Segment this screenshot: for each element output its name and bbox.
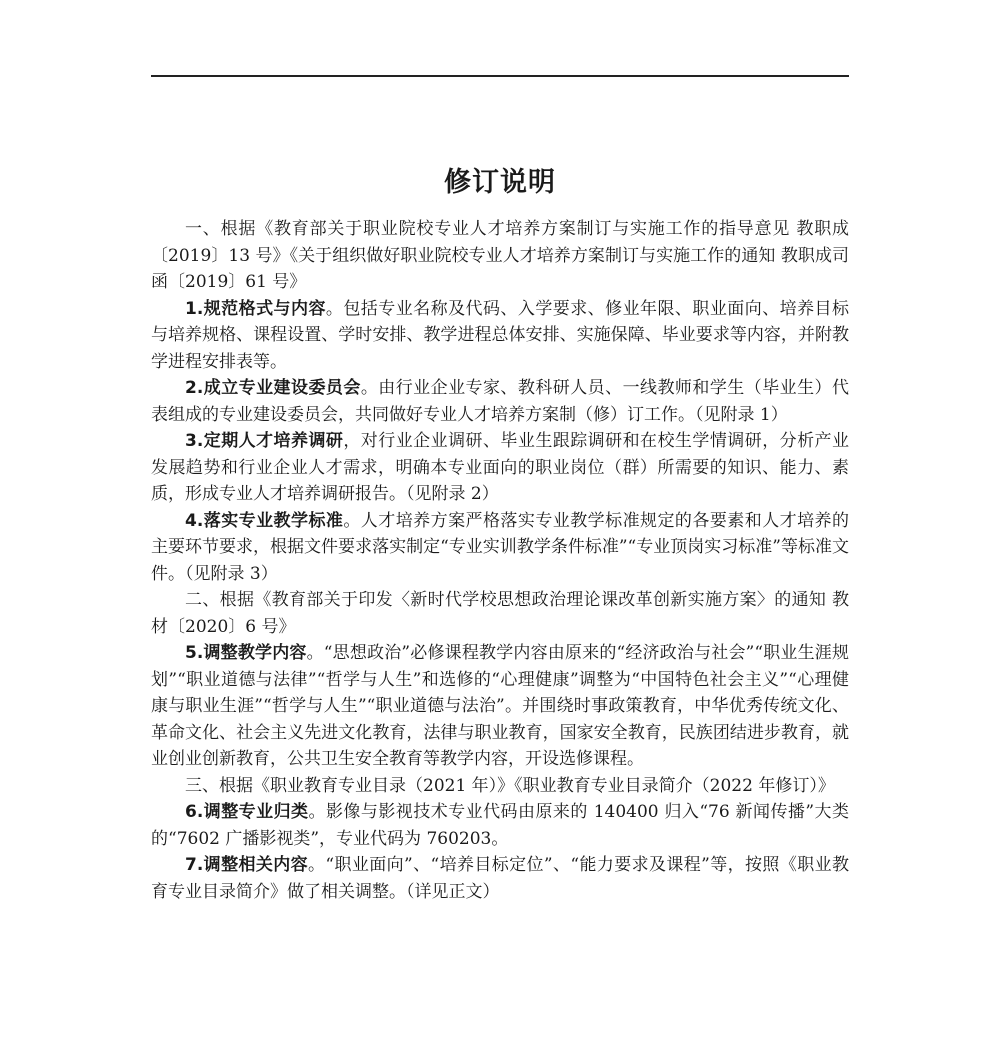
paragraph-lead: 1.规范格式与内容 — [185, 298, 326, 319]
paragraph-basis-3 — [151, 773, 849, 800]
paragraph-text: 。“职业面向”、“培养目标定位”、“能力要求及课程”等，按照《职业教育专业目录简介》做了相关调整。（详见正文） — [151, 855, 849, 902]
paragraph-lead: 3.定期人才培养调研 — [185, 431, 344, 451]
paragraph-basis-1 — [151, 216, 849, 296]
paragraph-lead: 5.调整教学内容 — [185, 643, 307, 663]
paragraph-text: 。“思想政治”必修课程教学内容由原来的“经济政治与社会”“职业生涯规划”“职业道德与法律”“哲学与人生”和选修的“心理健康”调整为“中国特色社会主义”“心理健康与职业生涯”“哲学与人生”“职业道德与法治”。并围绕时事政策教育，中华优秀传统文化、革命文化、社会主义先进文化教育，法律与职业教育，国家安全教育，民族团结进步教育，就业创业创新教育，公共卫生安全教育等教学内容，开设选修课程。 — [151, 643, 849, 769]
paragraph-text: 。人才培养方案严格落实专业教学标准规定的各要素和人才培养的主要环节要求，根据文件要求落实制定“专业实训教学条件标准”“专业顶岗实习标准”等标准文件。（见附录 3） — [151, 510, 849, 584]
document-title: 修订说明 — [444, 167, 556, 198]
paragraph-item-7 — [151, 852, 849, 905]
paragraph-lead: 2.成立专业建设委员会 — [185, 378, 361, 398]
paragraph-lead: 6.调整专业归类 — [185, 802, 309, 822]
paragraph-basis-2 — [151, 587, 849, 640]
paragraph-item-2 — [151, 375, 849, 428]
paragraph-item-1 — [151, 296, 849, 376]
paragraph-text: 二、根据《教育部关于印发〈新时代学校思想政治理论课改革创新实施方案〉的通知 教材〔2020〕6 号》 — [151, 590, 849, 637]
paragraph-item-6 — [151, 799, 849, 852]
paragraph-text: 。影像与影视技术专业代码由原来的 140400 归入“76 新闻传播”大类的“7602 广播影视类”，专业代码为 760203。 — [151, 802, 849, 849]
header-rule — [151, 75, 849, 77]
paragraph-text: 。包括专业名称及代码、入学要求、修业年限、职业面向、培养目标与培养规格、课程设置、学时安排、教学进程总体安排、实施保障、毕业要求等内容，并附教学进程安排表等。 — [151, 298, 849, 372]
paragraph-lead: 7.调整相关内容 — [185, 855, 309, 875]
paragraph-item-5 — [151, 640, 849, 773]
paragraph-item-4 — [151, 508, 849, 588]
paragraph-text: 三、根据《职业教育专业目录（2021 年）》《职业教育专业目录简介（2022 年修订）》 — [185, 775, 835, 796]
paragraph-item-3 — [151, 428, 849, 508]
document-body — [151, 216, 849, 905]
paragraph-text: 。由行业企业专家、教科研人员、一线教师和学生（毕业生）代表组成的专业建设委员会，共同做好专业人才培养方案制（修）订工作。（见附录 1） — [151, 378, 850, 425]
paragraph-text: ，对行业企业调研、毕业生跟踪调研和在校生学情调研，分析产业发展趋势和行业企业人才需求，明确本专业面向的职业岗位（群）所需要的知识、能力、素质，形成专业人才培养调研报告。（见附录 2） — [151, 431, 849, 504]
paragraph-text: 一、根据《教育部关于职业院校专业人才培养方案制订与实施工作的指导意见 教职成〔2019〕13 号》《关于组织做好职业院校专业人才培养方案制订与实施工作的通知 教职成司函〔2019〕61 号》 — [151, 219, 849, 292]
paragraph-lead: 4.落实专业教学标准 — [185, 510, 344, 531]
